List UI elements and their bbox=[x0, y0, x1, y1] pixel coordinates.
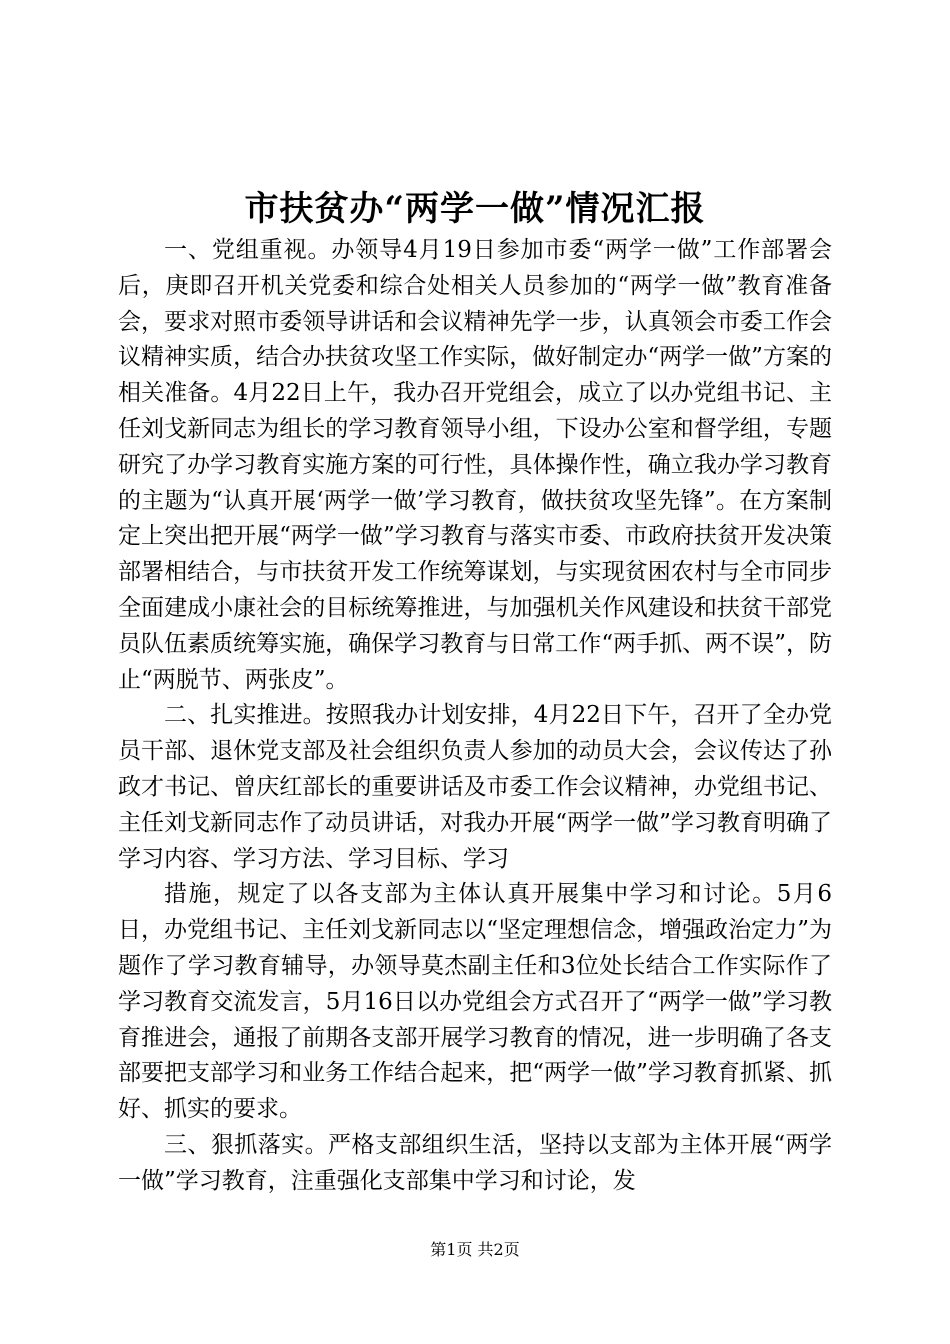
page-number-footer: 第1页 共2页 bbox=[430, 1240, 520, 1259]
document-title: 市扶贫办“两学一做”情况汇报 bbox=[244, 189, 706, 229]
document-body bbox=[118, 233, 832, 1200]
paragraph-measures: 措施，规定了以各支部为主体认真开展集中学习和讨论。5月6日，办党组书记、主任刘戈新同志以“坚定理想信念，增强政治定力”为题作了学习教育辅导，办领导莫杰副主任和3位处长结合工作实际作了学习教育交流发言，5月16日以办党组会方式召开了“两学一做”学习教育推进会，通报了前期各支部开展学习教育的情况，进一步明确了各支部要把支部学习和业务工作结合起来，把“两学一做”学习教育抓紧、抓好、抓实的要求。 bbox=[118, 881, 832, 1123]
paragraph-solid-progress: 二、扎实推进。按照我办计划安排，4月22日下午，召开了全办党员干部、退休党支部及社会组织负责人参加的动员大会，会议传达了孙政才书记、曾庆红部长的重要讲话及市委工作会议精神，办党组书记、主任刘戈新同志作了动员讲话，对我办开展“两学一做”学习教育明确了学习内容、学习方法、学习目标、学习 bbox=[118, 702, 832, 872]
paragraph-party-group-attention: 一、党组重视。办领导4月19日参加市委“两学一做”工作部署会后，庚即召开机关党委和综合处相关人员参加的“两学一做”教育准备会，要求对照市委领导讲话和会议精神先学一步，认真领会市委工作会议精神实质，结合办扶贫攻坚工作实际，做好制定办“两学一做”方案的相关准备。4月22日上午，我办召开党组会，成立了以办党组书记、主任刘戈新同志为组长的学习教育领导小组，下设办公室和督学组，专题研究了办学习教育实施方案的可行性，具体操作性，确立我办学习教育的主题为“认真开展‘两学一做’学习教育，做扶贫攻坚先锋”。在方案制定上突出把开展“两学一做”学习教育与落实市委、市政府扶贫开发决策部署相结合，与市扶贫开发工作统筹谋划，与实现贫困农村与全市同步全面建成小康社会的目标统筹推进，与加强机关作风建设和扶贫干部党员队伍素质统筹实施，确保学习教育与日常工作“两手抓、两不误”，防止“两脱节、两张皮”。 bbox=[118, 237, 832, 693]
paragraph-implementation: 三、狠抓落实。严格支部组织生活，坚持以支部为主体开展“两学一做”学习教育，注重强化支部集中学习和讨论，发 bbox=[118, 1131, 832, 1194]
